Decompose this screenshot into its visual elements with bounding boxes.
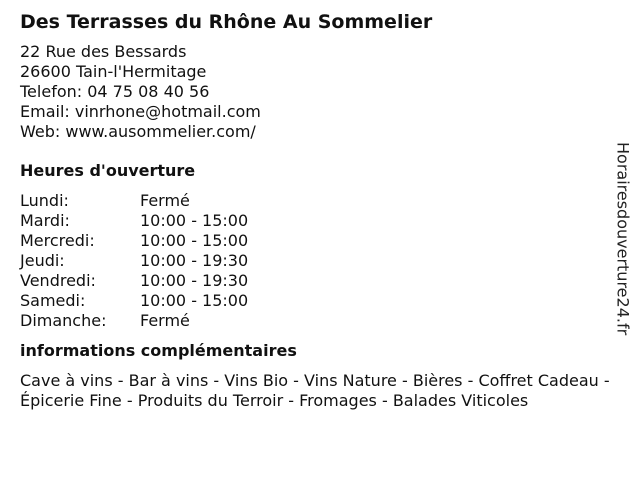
hours-row-mardi [20, 211, 610, 231]
business-card [20, 10, 610, 411]
hours-table [20, 191, 610, 331]
business-name: Des Terrasses du Rhône Au Sommelier [20, 11, 433, 33]
city-address: 26600 Tain-l'Hermitage [20, 62, 207, 81]
web-line: Web: www.ausommelier.com/ [20, 122, 256, 141]
info-text: Cave à vins - Bar à vins - Vins Bio - Vins Nature - Bières - Coffret Cadeau - Épicerie Fine - Produits du Terroir - Fromages - Balades Viticoles [20, 371, 610, 410]
time-value: Fermé [140, 311, 190, 330]
hours-heading: Heures d'ouverture [20, 161, 196, 180]
hours-row-lundi [20, 191, 610, 211]
email-line: Email: vinrhone@hotmail.com [20, 102, 261, 121]
day-label: Samedi: [20, 291, 86, 310]
day-label: Jeudi: [20, 251, 65, 270]
watermark [610, 132, 636, 346]
time-value: Fermé [140, 191, 190, 210]
hours-row-mercredi [20, 231, 610, 251]
time-value: 10:00 - 19:30 [140, 271, 249, 290]
info-heading: informations complémentaires [20, 341, 297, 360]
time-value: 10:00 - 19:30 [140, 251, 249, 270]
street-address: 22 Rue des Bessards [20, 42, 187, 61]
hours-row-vendredi [20, 271, 610, 291]
time-value: 10:00 - 15:00 [140, 291, 249, 310]
day-label: Mercredi: [20, 231, 95, 250]
hours-row-jeudi [20, 251, 610, 271]
watermark-text: Horairesdouverture24.fr [613, 142, 633, 336]
time-value: 10:00 - 15:00 [140, 231, 249, 250]
day-label: Dimanche: [20, 311, 107, 330]
day-label: Vendredi: [20, 271, 96, 290]
day-label: Lundi: [20, 191, 69, 210]
hours-row-samedi [20, 291, 610, 311]
day-label: Mardi: [20, 211, 70, 230]
hours-row-dimanche [20, 311, 610, 331]
phone-line: Telefon: 04 75 08 40 56 [20, 82, 210, 101]
time-value: 10:00 - 15:00 [140, 211, 249, 230]
contact-block [20, 42, 610, 142]
